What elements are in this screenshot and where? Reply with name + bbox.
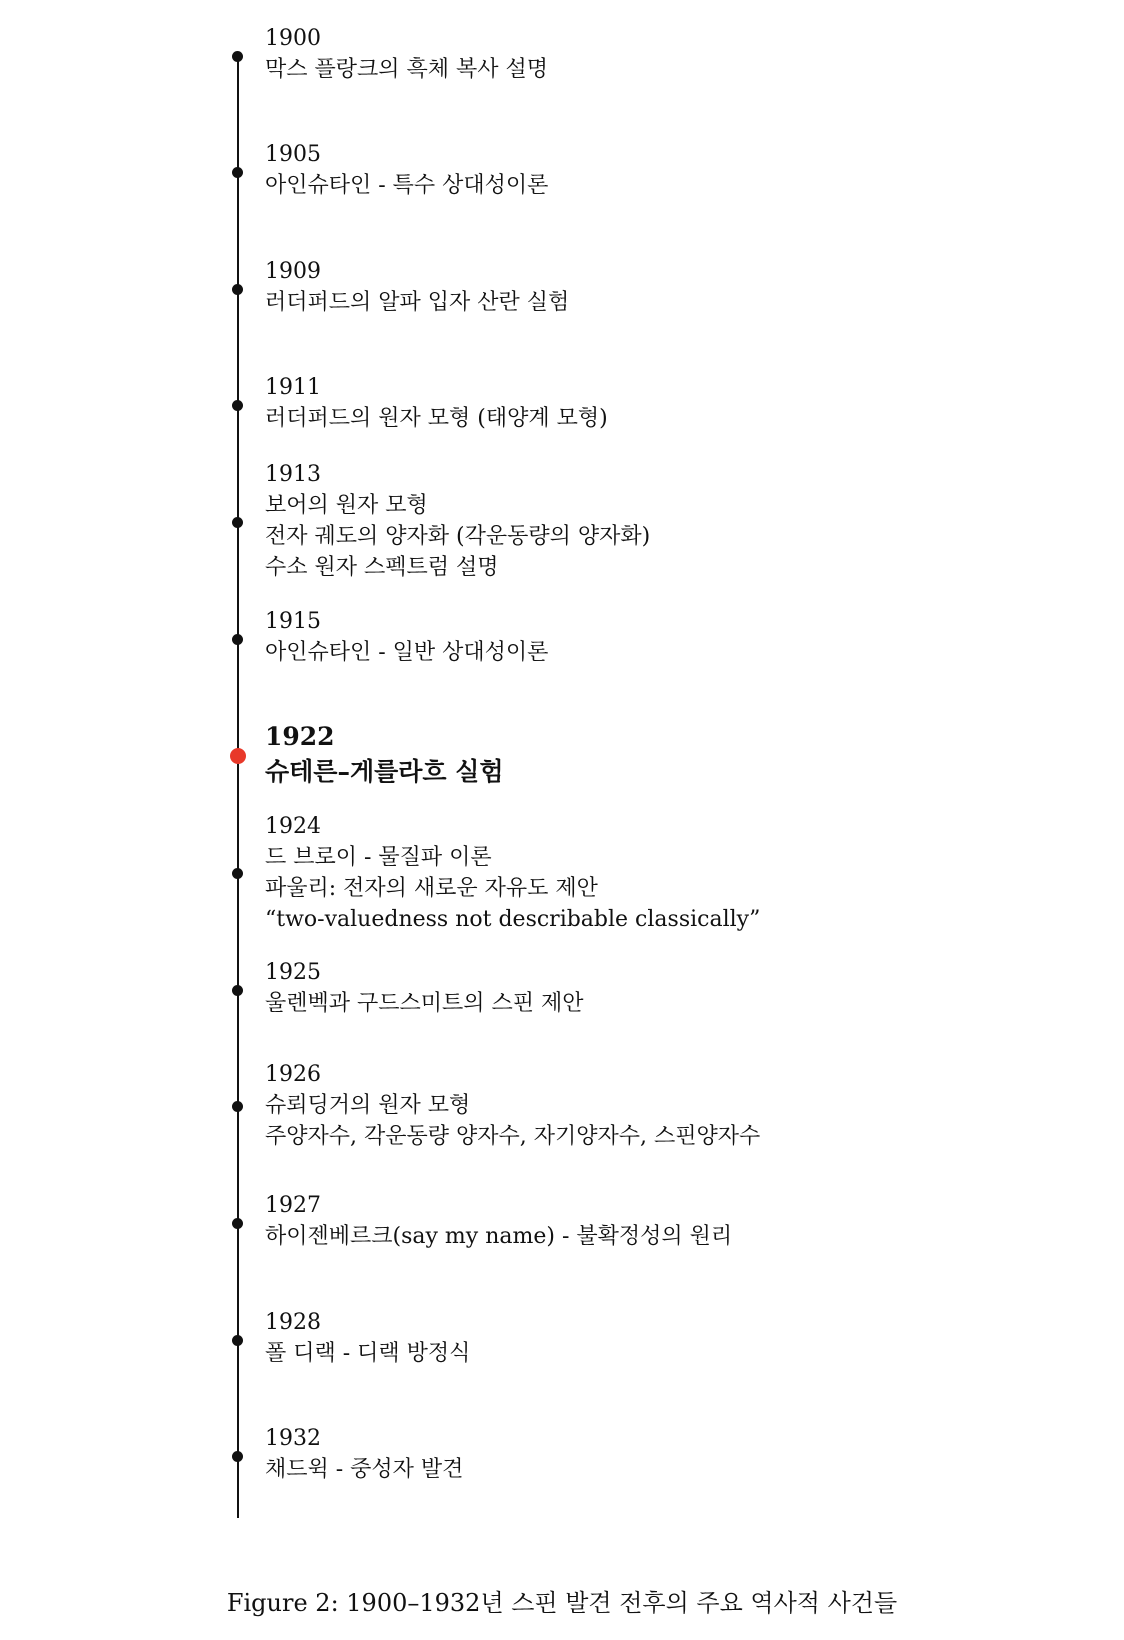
timeline-event-1927 (265, 1190, 732, 1252)
timeline-marker (232, 1451, 243, 1462)
event-description: 채드윅 - 중성자 발견 (265, 1457, 464, 1482)
event-year: 1913 (265, 462, 321, 487)
timeline-event-1926 (265, 1059, 760, 1152)
timeline-axis (237, 57, 239, 1518)
timeline-event-1905 (265, 139, 548, 201)
event-year: 1925 (265, 960, 321, 985)
event-year: 1928 (265, 1310, 321, 1335)
event-description: 하이젠베르크(say my name) - 불확정성의 원리 (265, 1224, 733, 1249)
timeline-marker (232, 284, 243, 295)
event-description: 슈테른–게를라흐 실험 (265, 757, 504, 786)
timeline-marker (232, 1218, 243, 1229)
timeline-marker (232, 634, 243, 645)
event-description: 러더퍼드의 알파 입자 산란 실험 (265, 290, 570, 315)
event-year: 1911 (265, 375, 321, 400)
event-year: 1915 (265, 609, 321, 634)
event-description: 주양자수, 각운동량 양자수, 자기양자수, 스핀양자수 (265, 1124, 761, 1149)
timeline-event-1925 (265, 957, 584, 1019)
timeline-marker (232, 1101, 243, 1112)
event-description: 슈뢰딩거의 원자 모형 (265, 1093, 471, 1118)
timeline-marker (232, 868, 243, 879)
timeline-event-1922 (265, 719, 504, 789)
event-description: 드 브로이 - 물질파 이론 (265, 845, 492, 870)
timeline-event-1900 (265, 23, 548, 85)
timeline-event-1928 (265, 1307, 470, 1369)
timeline-event-1909 (265, 256, 569, 318)
event-description: “two-valuedness not describable classically” (265, 907, 761, 932)
timeline-event-1913 (265, 459, 650, 583)
event-description: 아인슈타인 - 특수 상대성이론 (265, 173, 549, 198)
event-year: 1909 (265, 259, 321, 284)
timeline-marker (232, 985, 243, 996)
event-description: 전자 궤도의 양자화 (각운동량의 양자화) (265, 524, 651, 549)
timeline-event-1911 (265, 372, 608, 434)
timeline-marker-highlight (230, 748, 246, 764)
event-year: 1900 (265, 26, 321, 51)
event-description: 러더퍼드의 원자 모형 (태양계 모형) (265, 406, 608, 431)
event-year: 1905 (265, 142, 321, 167)
event-description: 울렌벡과 구드스미트의 스핀 제안 (265, 991, 584, 1016)
event-description: 파울리: 전자의 새로운 자유도 제안 (265, 876, 598, 901)
timeline-marker (232, 1335, 243, 1346)
event-description: 수소 원자 스펙트럼 설명 (265, 555, 499, 580)
timeline-event-1915 (265, 606, 548, 668)
figure-caption: Figure 2: 1900–1932년 스핀 발견 전후의 주요 역사적 사건들 (226, 1589, 898, 1617)
timeline-marker (232, 51, 243, 62)
timeline-marker (232, 517, 243, 528)
event-year: 1922 (265, 722, 335, 751)
event-year: 1932 (265, 1426, 321, 1451)
timeline-marker (232, 167, 243, 178)
event-description: 폴 디랙 - 디랙 방정식 (265, 1341, 471, 1366)
event-year: 1924 (265, 814, 321, 839)
event-description: 막스 플랑크의 흑체 복사 설명 (265, 57, 548, 82)
event-year: 1927 (265, 1193, 321, 1218)
event-description: 보어의 원자 모형 (265, 493, 428, 518)
timeline-event-1924 (265, 811, 760, 935)
event-year: 1926 (265, 1062, 321, 1087)
timeline-marker (232, 400, 243, 411)
timeline-event-1932 (265, 1423, 463, 1485)
event-description: 아인슈타인 - 일반 상대성이론 (265, 640, 549, 665)
